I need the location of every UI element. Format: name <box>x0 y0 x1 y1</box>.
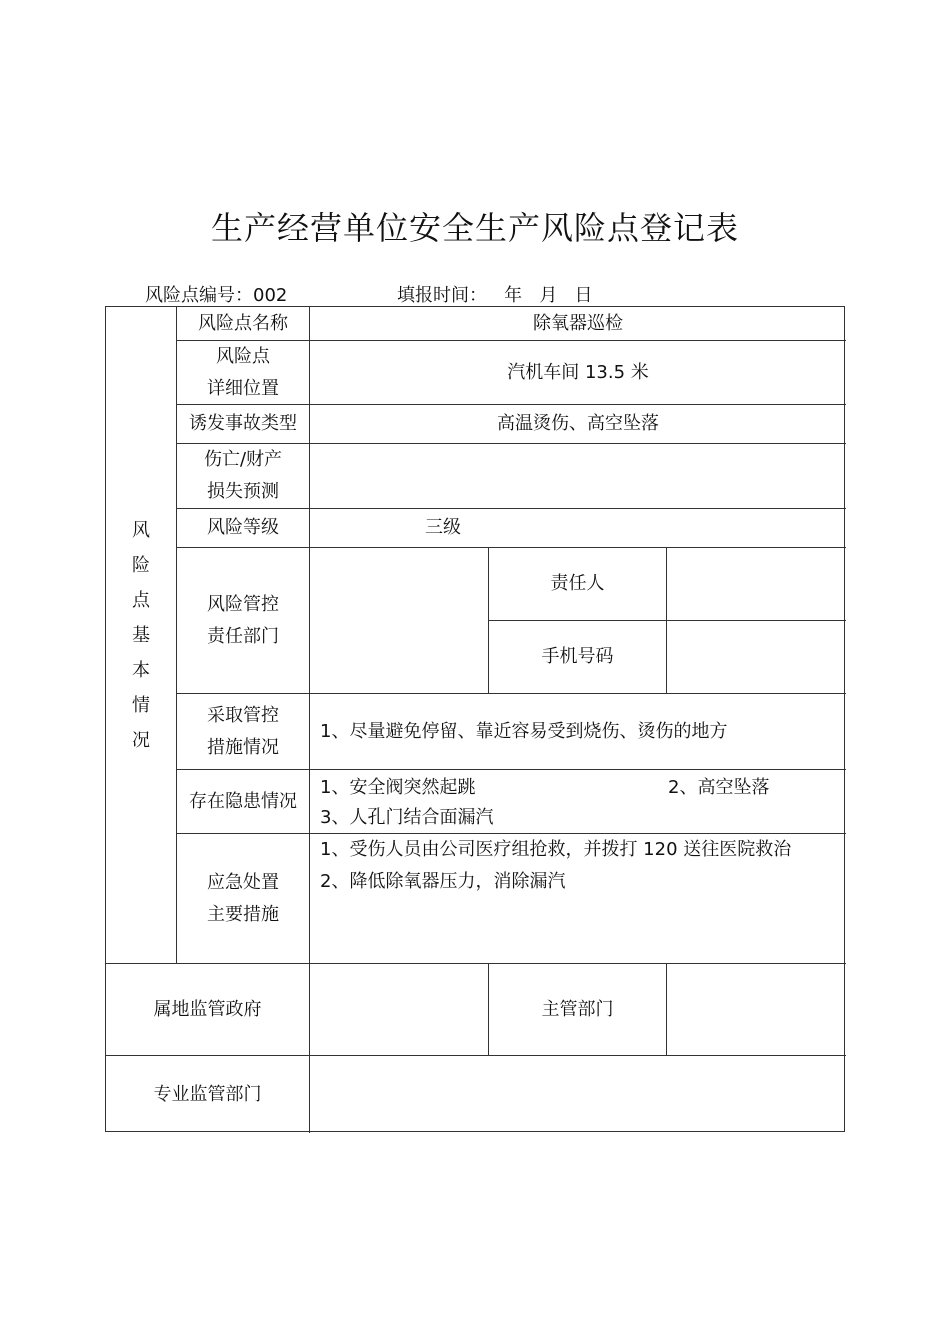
location-label: 风险点 详细位置 <box>207 345 279 399</box>
local-government-label: 属地监管政府 <box>153 998 262 1020</box>
professional-supervision-value <box>310 1056 846 1133</box>
risk-name-value: 除氧器巡检 <box>533 312 623 334</box>
hazard-item: 3、人孔门结合面漏汽 <box>320 807 494 828</box>
loss-value <box>310 444 846 508</box>
risk-number: 风险点编号：002 <box>145 285 288 306</box>
risk-level-label: 风险等级 <box>207 517 279 538</box>
responsible-person-label: 责任人 <box>550 573 605 594</box>
hazard-item: 2、高空坠落 <box>668 777 770 798</box>
page-title: 生产经营单位安全生产风险点登记表 <box>210 209 739 247</box>
emergency-value <box>310 834 846 963</box>
emergency-item: 2、降低除氧器压力，消除漏汽 <box>320 871 566 892</box>
competent-dept-value <box>667 964 846 1055</box>
accident-type-label: 诱发事故类型 <box>189 413 297 434</box>
hazards-label: 存在隐患情况 <box>189 790 297 812</box>
local-government-value <box>310 964 488 1055</box>
risk-register-form <box>105 306 845 1132</box>
phone-value <box>667 621 846 693</box>
phone-label: 手机号码 <box>541 646 614 667</box>
control-measures-value: 1、尽量避免停留、靠近容易受到烧伤、烫伤的地方 <box>320 720 728 742</box>
risk-name-label: 风险点名称 <box>198 312 288 334</box>
risk-level-value: 三级 <box>425 517 461 538</box>
responsible-dept-label: 风险管控 责任部门 <box>207 593 279 647</box>
section-label: 风险点基本情况 <box>132 519 150 751</box>
loss-label: 伤亡/财产 损失预测 <box>203 449 283 502</box>
section-label-cell <box>106 307 176 963</box>
hazard-item: 1、安全阀突然起跳 <box>320 777 476 798</box>
professional-supervision-label: 专业监管部门 <box>153 1083 262 1105</box>
competent-dept-label: 主管部门 <box>541 998 614 1020</box>
hazards-list <box>320 773 840 833</box>
location-value: 汽机车间 13.5 米 <box>507 361 649 383</box>
responsible-dept-value <box>310 548 488 693</box>
emergency-item: 1、受伤人员由公司医疗组抢救，并拨打 120 送往医院救治 <box>320 839 792 860</box>
fill-time: 填报时间： 年 月 日 <box>397 285 593 306</box>
emergency-label: 应急处置 主要措施 <box>207 871 279 925</box>
responsible-person-value <box>667 548 846 620</box>
accident-type-value: 高温烫伤、高空坠落 <box>497 413 659 434</box>
control-measures-label: 采取管控 措施情况 <box>207 704 279 758</box>
